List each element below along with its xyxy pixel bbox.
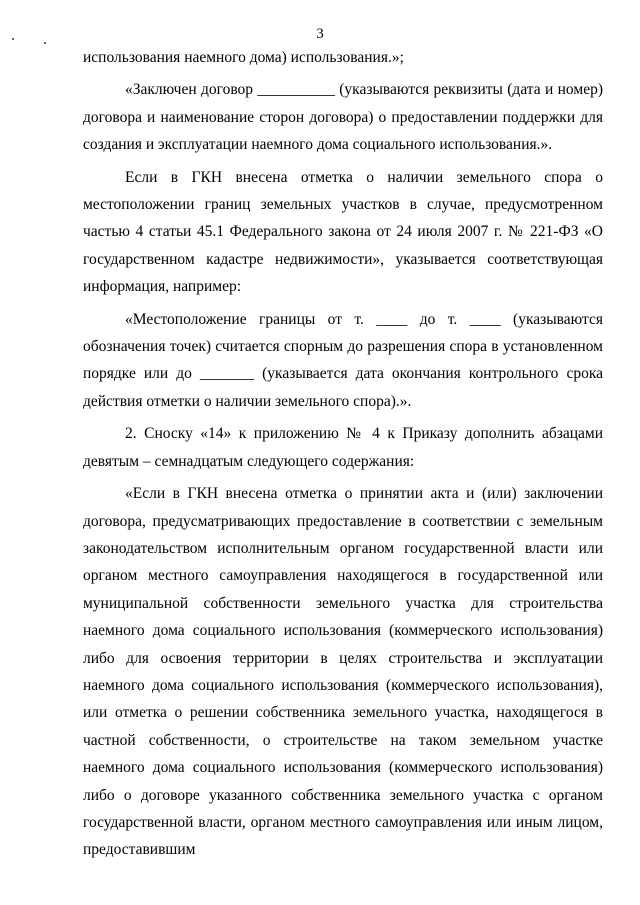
paragraph-footnote-text: «Если в ГКН внесена отметка о принятии акта и (или) заключении договора, предусматривающих предоставление в соответствии с земельным законодательством исполнительным органом государственной власти или органом местного самоуправления находящегося в государственной или муниципальной собственности земельного участка для строительства наемного дома социального использования (коммерческого использования) либо для освоения территории в целях строительства и эксплуатации наемного дома социального использования (коммерческого использования), или отметка о решении собственника земельного участка, находящегося в частной собственности, о строительстве на таком земельном участке наемного дома социального использования (коммерческого использования) либо о договоре указанного собственника земельного участка с органом государственной власти, органом местного самоуправления или иным лицом, предоставившим <box>83 485 603 859</box>
paragraph-boundary-example: «Местоположение границы от т. ____ до т. ____ (указываются обозначения точек) считается спорным до разрешения спора в установленном порядке или до _______ (указывается дата окончания контрольного срока действия отметки о наличии земельного спора).». <box>83 310 603 410</box>
paragraph-continuation: использования наемного дома) использования.»; <box>83 49 404 66</box>
document-body <box>83 44 603 864</box>
paragraph-land-dispute: Если в ГКН внесена отметка о наличии земельного спора о местоположении границ земельных участков в случае, предусмотренном частью 4 статьи 45.1 Федерального закона от 24 июля 2007 г. № 221-ФЗ «О государственном кадастре недвижимости», указывается соответствующая информация, например: <box>83 168 603 296</box>
page-number: 3 <box>316 26 324 42</box>
paragraph-item-2: 2. Сноску «14» к приложению № 4 к Приказу дополнить абзацами девятым – семнадцатым следующего содержания: <box>83 425 603 470</box>
paragraph-contract-note: «Заключен договор __________ (указываются реквизиты (дата и номер) договора и наименование сторон договора) о предоставлении поддержки для создания и эксплуатации наемного дома социального использования.». <box>83 81 603 154</box>
